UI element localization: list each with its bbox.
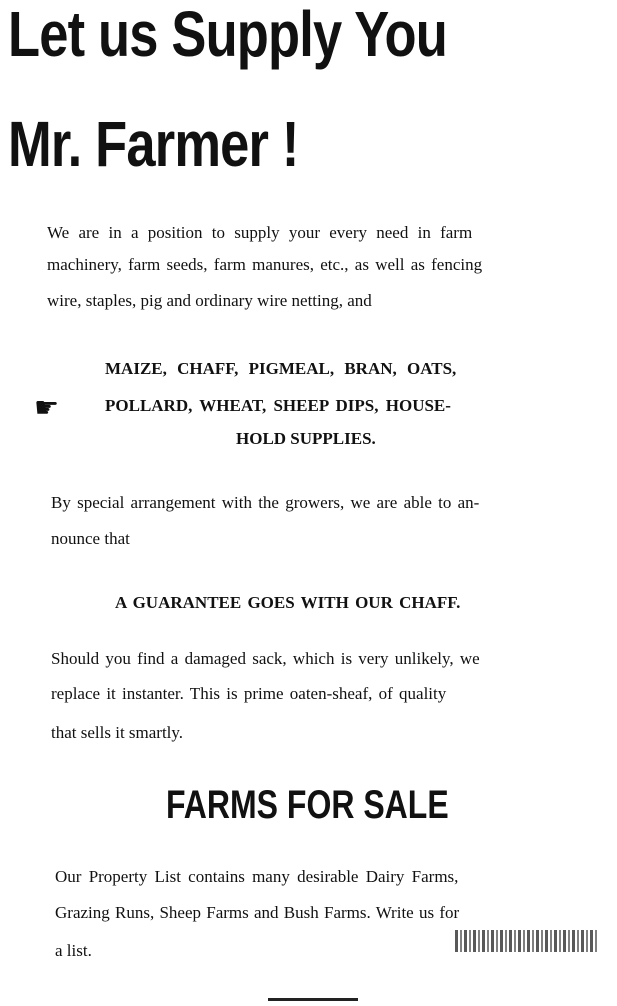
products-line-2: POLLARD, WHEAT, SHEEP DIPS, HOUSE-: [105, 396, 451, 415]
farms-line-1: Our Property List contains many desirable Dairy Farms,: [55, 867, 459, 886]
pointing-hand-icon: ☛: [34, 391, 60, 424]
farms-line-3: a list.: [55, 941, 92, 960]
print-smudge: [455, 930, 597, 952]
intro-line-1: We are in a position to supply your every need in farm: [47, 223, 473, 242]
guarantee-line: A GUARANTEE GOES WITH OUR CHAFF.: [115, 593, 461, 612]
headline-line-1: Let us Supply You: [8, 0, 447, 70]
farms-line-2: Grazing Runs, Sheep Farms and Bush Farms. Write us for: [55, 903, 460, 922]
intro-line-3: wire, staples, pig and ordinary wire netting, and: [47, 291, 372, 310]
sack-note-line-2: replace it instanter. This is prime oaten-sheaf, of quality: [51, 684, 447, 703]
arrangement-line-2: nounce that: [51, 529, 130, 548]
sack-note-line-3: that sells it smartly.: [51, 723, 184, 742]
sack-note-line-1: Should you find a damaged sack, which is very unlikely, we: [51, 649, 480, 668]
headline-line-2: Mr. Farmer !: [8, 108, 299, 180]
arrangement-line-1: By special arrangement with the growers, we are able to an-: [51, 493, 480, 512]
products-line-1: MAIZE, CHAFF, PIGMEAL, BRAN, OATS,: [105, 359, 457, 378]
intro-line-2: machinery, farm seeds, farm manures, etc., as well as fencing: [47, 255, 483, 274]
products-line-3: HOLD SUPPLIES.: [236, 429, 376, 448]
farms-for-sale-title: FARMS FOR SALE: [166, 783, 449, 827]
closing-rule: [268, 998, 358, 1001]
